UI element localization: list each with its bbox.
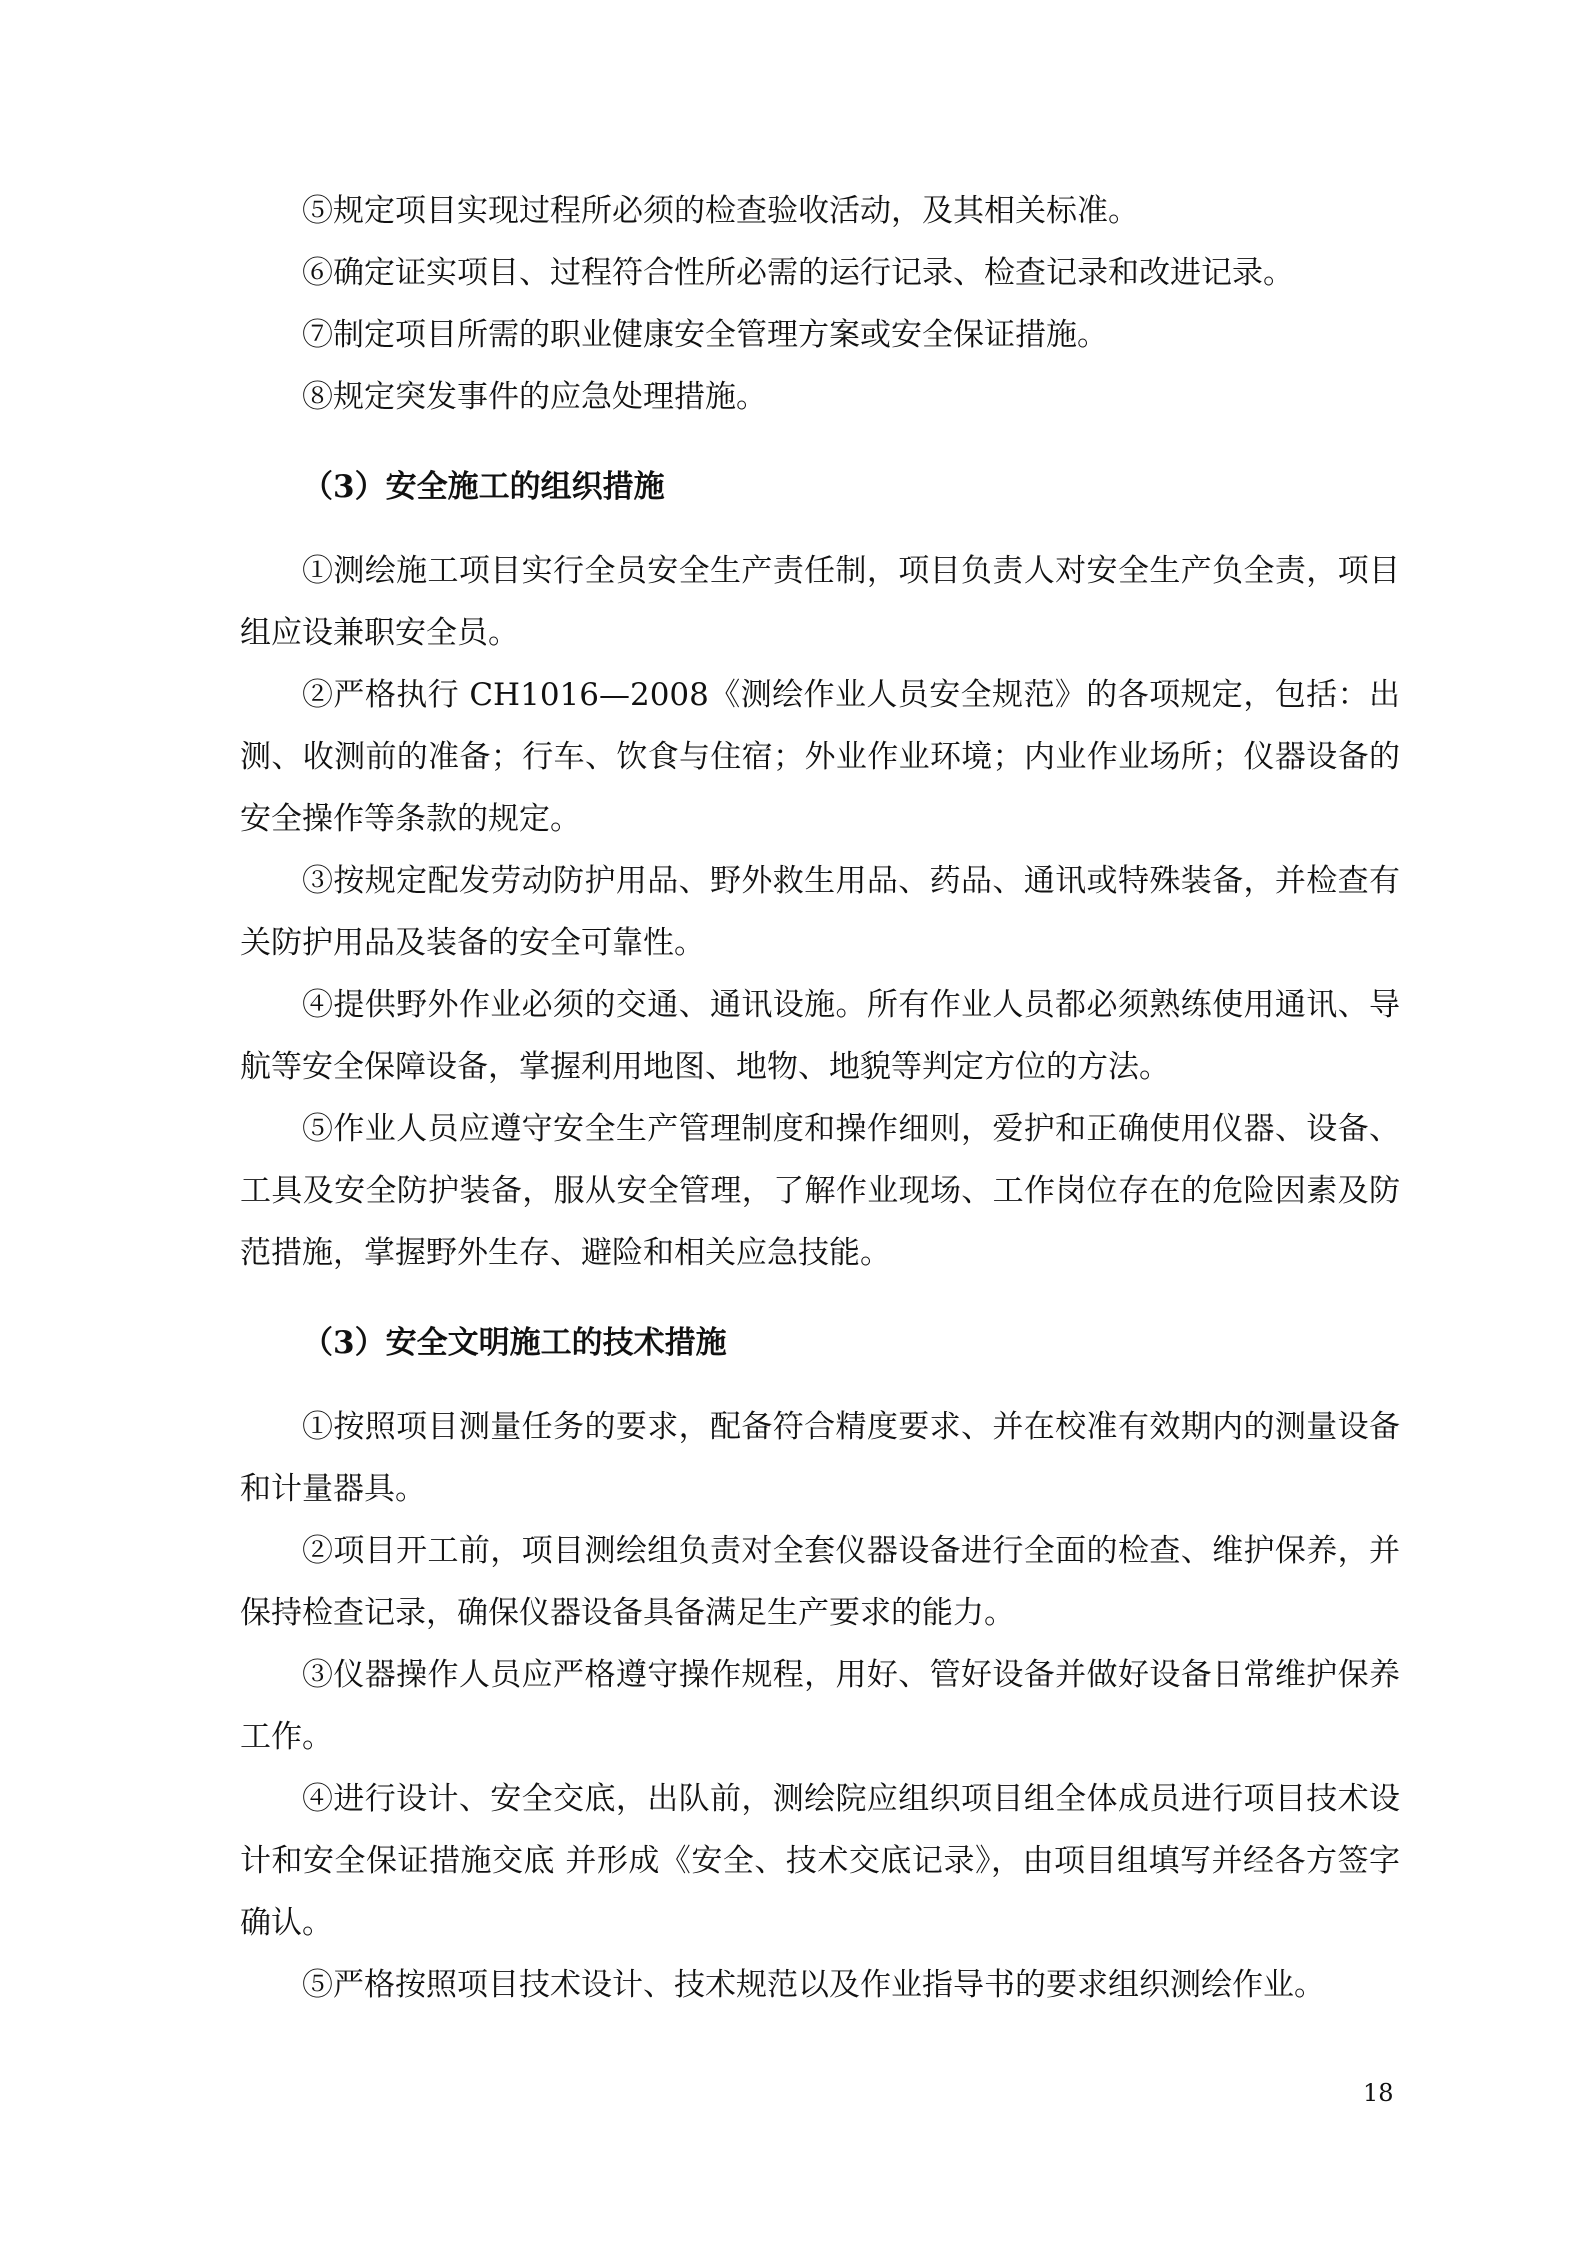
paragraph: ⑦制定项目所需的职业健康安全管理方案或安全保证措施。 xyxy=(302,317,1108,353)
paragraph: ⑤规定项目实现过程所必须的检查验收活动，及其相关标准。 xyxy=(302,193,1139,229)
paragraph: ②严格执行 CH1016—2008《测绘作业人员安全规范》的各项规定，包括：出测、收测前的准备；行车、饮食与住宿；外业作业环境；内业作业场所；仪器设备的安全操作等条款的规定。 xyxy=(240,677,1400,837)
paragraph: ⑧规定突发事件的应急处理措施。 xyxy=(302,379,767,415)
paragraph: ③仪器操作人员应严格遵守操作规程，用好、管好设备并做好设备日常维护保养工作。 xyxy=(240,1657,1400,1755)
paragraph: ①测绘施工项目实行全员安全生产责任制，项目负责人对安全生产负全责，项目组应设兼职安全员。 xyxy=(240,553,1400,651)
section-heading-org: （3）安全施工的组织措施 xyxy=(302,469,665,505)
paragraph: ①按照项目测量任务的要求，配备符合精度要求、并在校准有效期内的测量设备和计量器具。 xyxy=(240,1409,1400,1507)
paragraph: ⑤严格按照项目技术设计、技术规范以及作业指导书的要求组织测绘作业。 xyxy=(302,1967,1325,2003)
paragraph: ④提供野外作业必须的交通、通讯设施。所有作业人员都必须熟练使用通讯、导航等安全保障设备，掌握利用地图、地物、地貌等判定方位的方法。 xyxy=(240,987,1400,1085)
paragraph: ③按规定配发劳动防护用品、野外救生用品、药品、通讯或特殊装备，并检查有关防护用品及装备的安全可靠性。 xyxy=(240,863,1400,961)
page-content xyxy=(240,180,1400,2016)
paragraph: ④进行设计、安全交底，出队前，测绘院应组织项目组全体成员进行项目技术设计和安全保证措施交底 并形成《安全、技术交底记录》，由项目组填写并经各方签字确认。 xyxy=(240,1781,1400,1941)
section-heading-tech: （3）安全文明施工的技术措施 xyxy=(302,1325,727,1361)
paragraph: ⑥确定证实项目、过程符合性所必需的运行记录、检查记录和改进记录。 xyxy=(302,255,1294,291)
paragraph: ⑤作业人员应遵守安全生产管理制度和操作细则，爱护和正确使用仪器、设备、工具及安全防护装备，服从安全管理，了解作业现场、工作岗位存在的危险因素及防范措施，掌握野外生存、避险和相关应急技能。 xyxy=(240,1111,1400,1271)
paragraph: ②项目开工前，项目测绘组负责对全套仪器设备进行全面的检查、维护保养，并保持检查记录，确保仪器设备具备满足生产要求的能力。 xyxy=(240,1533,1400,1631)
page-number: 18 xyxy=(1363,2079,1394,2107)
